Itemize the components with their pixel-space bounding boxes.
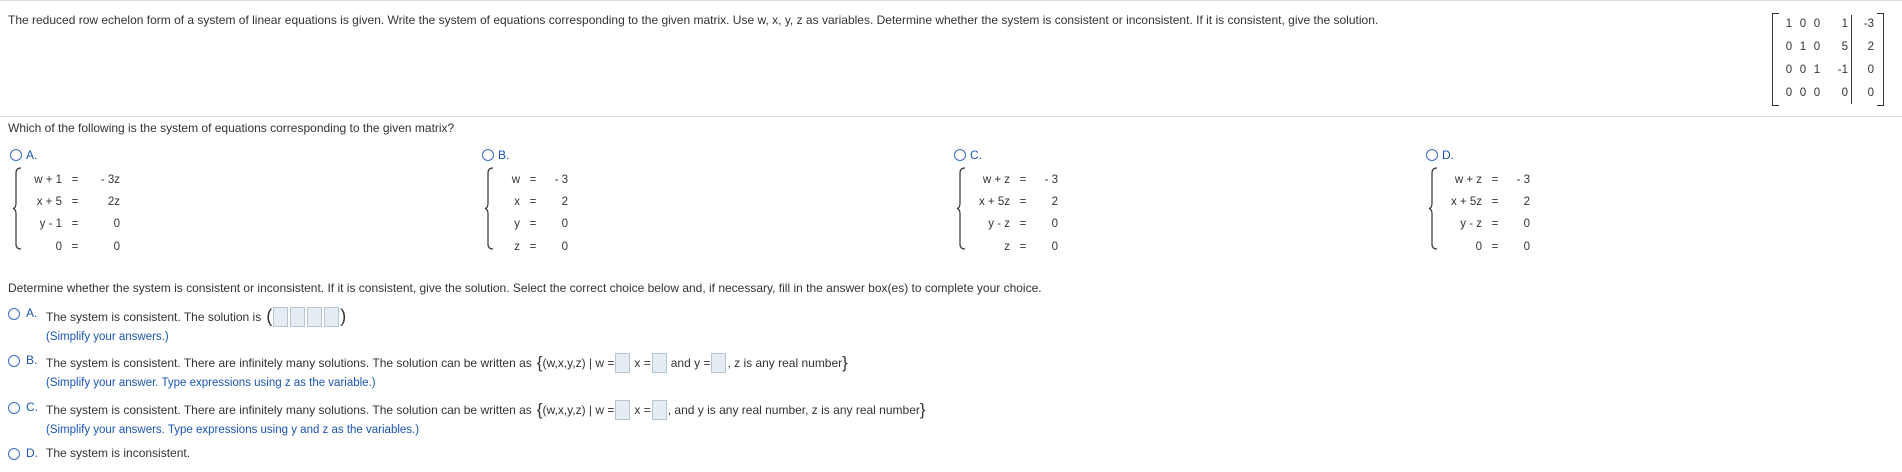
option-label: C. xyxy=(970,148,982,162)
matrix-right-bracket xyxy=(1877,13,1884,106)
matrix-cell: 0 xyxy=(1813,41,1821,53)
radio-button[interactable] xyxy=(8,308,20,320)
choice-hint: (Simplify your answers. Type expressions using y and z as the variables.) xyxy=(46,424,420,436)
x-equals-label: x = xyxy=(634,356,651,370)
matrix-cell: 0 xyxy=(1867,64,1874,76)
equation: z = 0 xyxy=(514,241,568,253)
equation: y - z = 0 xyxy=(1460,218,1530,230)
augmented-matrix xyxy=(1772,13,1884,106)
matrix-cell: -1 xyxy=(1837,64,1848,76)
option-label: D. xyxy=(1442,148,1454,162)
choice-d[interactable] xyxy=(8,446,190,460)
answer-box-w[interactable] xyxy=(273,307,288,327)
matrix-cell: 0 xyxy=(1785,87,1793,99)
choice-c[interactable] xyxy=(8,400,926,436)
choice-text: The system is consistent. There are infinitely many solutions. The solution can be written as xyxy=(46,356,532,370)
equation: w + z = - 3 xyxy=(1454,174,1530,186)
choice-label: C. xyxy=(26,400,38,414)
choice-text: The system is consistent. There are infinitely many solutions. The solution can be written as xyxy=(46,403,532,417)
choice-text: The system is inconsistent. xyxy=(46,446,191,460)
answer-box-w[interactable] xyxy=(615,353,630,373)
choice-text: The system is consistent. The solution is xyxy=(46,309,262,324)
left-brace-icon xyxy=(484,167,494,250)
equation: y = 0 xyxy=(514,218,568,230)
open-paren: ( xyxy=(266,306,273,326)
matrix-cell: -3 xyxy=(1863,18,1874,30)
choice-label: D. xyxy=(26,446,38,460)
set-builder-text: (w,x,y,z) | w = xyxy=(542,403,615,417)
radio-button[interactable] xyxy=(8,355,20,367)
radio-button[interactable] xyxy=(8,402,20,414)
matrix-cell: 0 xyxy=(1799,64,1807,76)
equation: w + 1 = - 3z xyxy=(34,174,120,186)
matrix-cell: 1 xyxy=(1813,64,1821,76)
question-text: The reduced row echelon form of a system of linear equations is given. Write the system of equations corresponding to the given matrix. Use w, x, y, z as variables. Determine whether the system is consistent or inconsistent. If it is consistent, give the solution. xyxy=(8,13,1379,27)
section-divider xyxy=(0,116,1902,117)
radio-button[interactable] xyxy=(482,149,494,161)
matrix-cell: 1 xyxy=(1799,41,1807,53)
option-a[interactable] xyxy=(10,148,37,162)
matrix-cell: 1 xyxy=(1841,18,1848,30)
close-brace: } xyxy=(919,400,926,419)
equation: 0 = 0 xyxy=(1475,241,1530,253)
close-brace: } xyxy=(842,353,848,372)
radio-button[interactable] xyxy=(8,448,20,460)
matrix-cell: 1 xyxy=(1785,18,1793,30)
matrix-cell: 2 xyxy=(1867,41,1874,53)
answer-box-z[interactable] xyxy=(324,307,339,327)
equation: x + 5 = 2z xyxy=(36,196,120,208)
part1-prompt: Which of the following is the system of equations corresponding to the given matrix? xyxy=(8,121,455,135)
choice-label: A. xyxy=(26,306,38,320)
equation: z = 0 xyxy=(1004,241,1058,253)
equation: y - z = 0 xyxy=(988,218,1058,230)
matrix-cell: 0 xyxy=(1785,41,1793,53)
option-b[interactable] xyxy=(482,148,509,162)
answer-box-x[interactable] xyxy=(652,400,667,420)
set-builder-text: (w,x,y,z) | w = xyxy=(542,356,615,370)
option-d[interactable] xyxy=(1426,148,1454,162)
equation: x + 5z = 2 xyxy=(1450,196,1530,208)
choice-tail: , z is any real number xyxy=(727,356,843,370)
equation: w + z = - 3 xyxy=(982,174,1058,186)
equation: w = - 3 xyxy=(511,174,568,186)
answer-box-y[interactable] xyxy=(711,353,726,373)
equation: 0 = 0 xyxy=(55,241,120,253)
top-border xyxy=(0,0,1902,1)
choice-hint: (Simplify your answer. Type expressions using z as the variable.) xyxy=(46,377,376,389)
matrix-cell: 0 xyxy=(1799,18,1807,30)
part2-prompt: Determine whether the system is consistent or inconsistent. If it is consistent, give the solution. Select the correct choice below and, if necessary, fill in the answer box(es) to complete your choice. xyxy=(8,281,1042,295)
matrix-cell: 0 xyxy=(1813,18,1821,30)
x-equals-label: x = xyxy=(634,403,651,417)
left-brace-icon xyxy=(956,167,966,250)
choice-hint: (Simplify your answers.) xyxy=(46,331,169,343)
open-brace: { xyxy=(536,353,543,372)
matrix-cell: 0 xyxy=(1867,87,1874,99)
answer-box-y[interactable] xyxy=(307,307,322,327)
radio-button[interactable] xyxy=(1426,149,1438,161)
equation: x + 5z = 2 xyxy=(978,196,1058,208)
y-equals-label: and y = xyxy=(670,356,711,370)
matrix-cell: 0 xyxy=(1813,87,1821,99)
matrix-cell: 5 xyxy=(1841,41,1848,53)
option-label: B. xyxy=(498,148,510,162)
open-brace: { xyxy=(536,400,543,419)
matrix-cell: 0 xyxy=(1799,87,1807,99)
close-paren: ) xyxy=(340,306,347,326)
answer-box-x[interactable] xyxy=(652,353,667,373)
matrix-cell: 0 xyxy=(1841,87,1848,99)
choice-a[interactable] xyxy=(8,306,346,343)
choice-tail: , and y is any real number, z is any real number xyxy=(667,403,920,417)
answer-box-x[interactable] xyxy=(290,307,305,327)
choice-label: B. xyxy=(26,353,38,367)
matrix-cell: 0 xyxy=(1785,64,1793,76)
left-brace-icon xyxy=(1428,167,1438,250)
equation: y - 1 = 0 xyxy=(39,218,120,230)
radio-button[interactable] xyxy=(954,149,966,161)
equation: x = 2 xyxy=(514,196,568,208)
option-label: A. xyxy=(26,148,38,162)
matrix-left-bracket xyxy=(1772,13,1779,106)
answer-box-w[interactable] xyxy=(615,400,630,420)
choice-b[interactable] xyxy=(8,353,848,389)
left-brace-icon xyxy=(12,167,22,250)
radio-button[interactable] xyxy=(10,149,22,161)
option-c[interactable] xyxy=(954,148,982,162)
